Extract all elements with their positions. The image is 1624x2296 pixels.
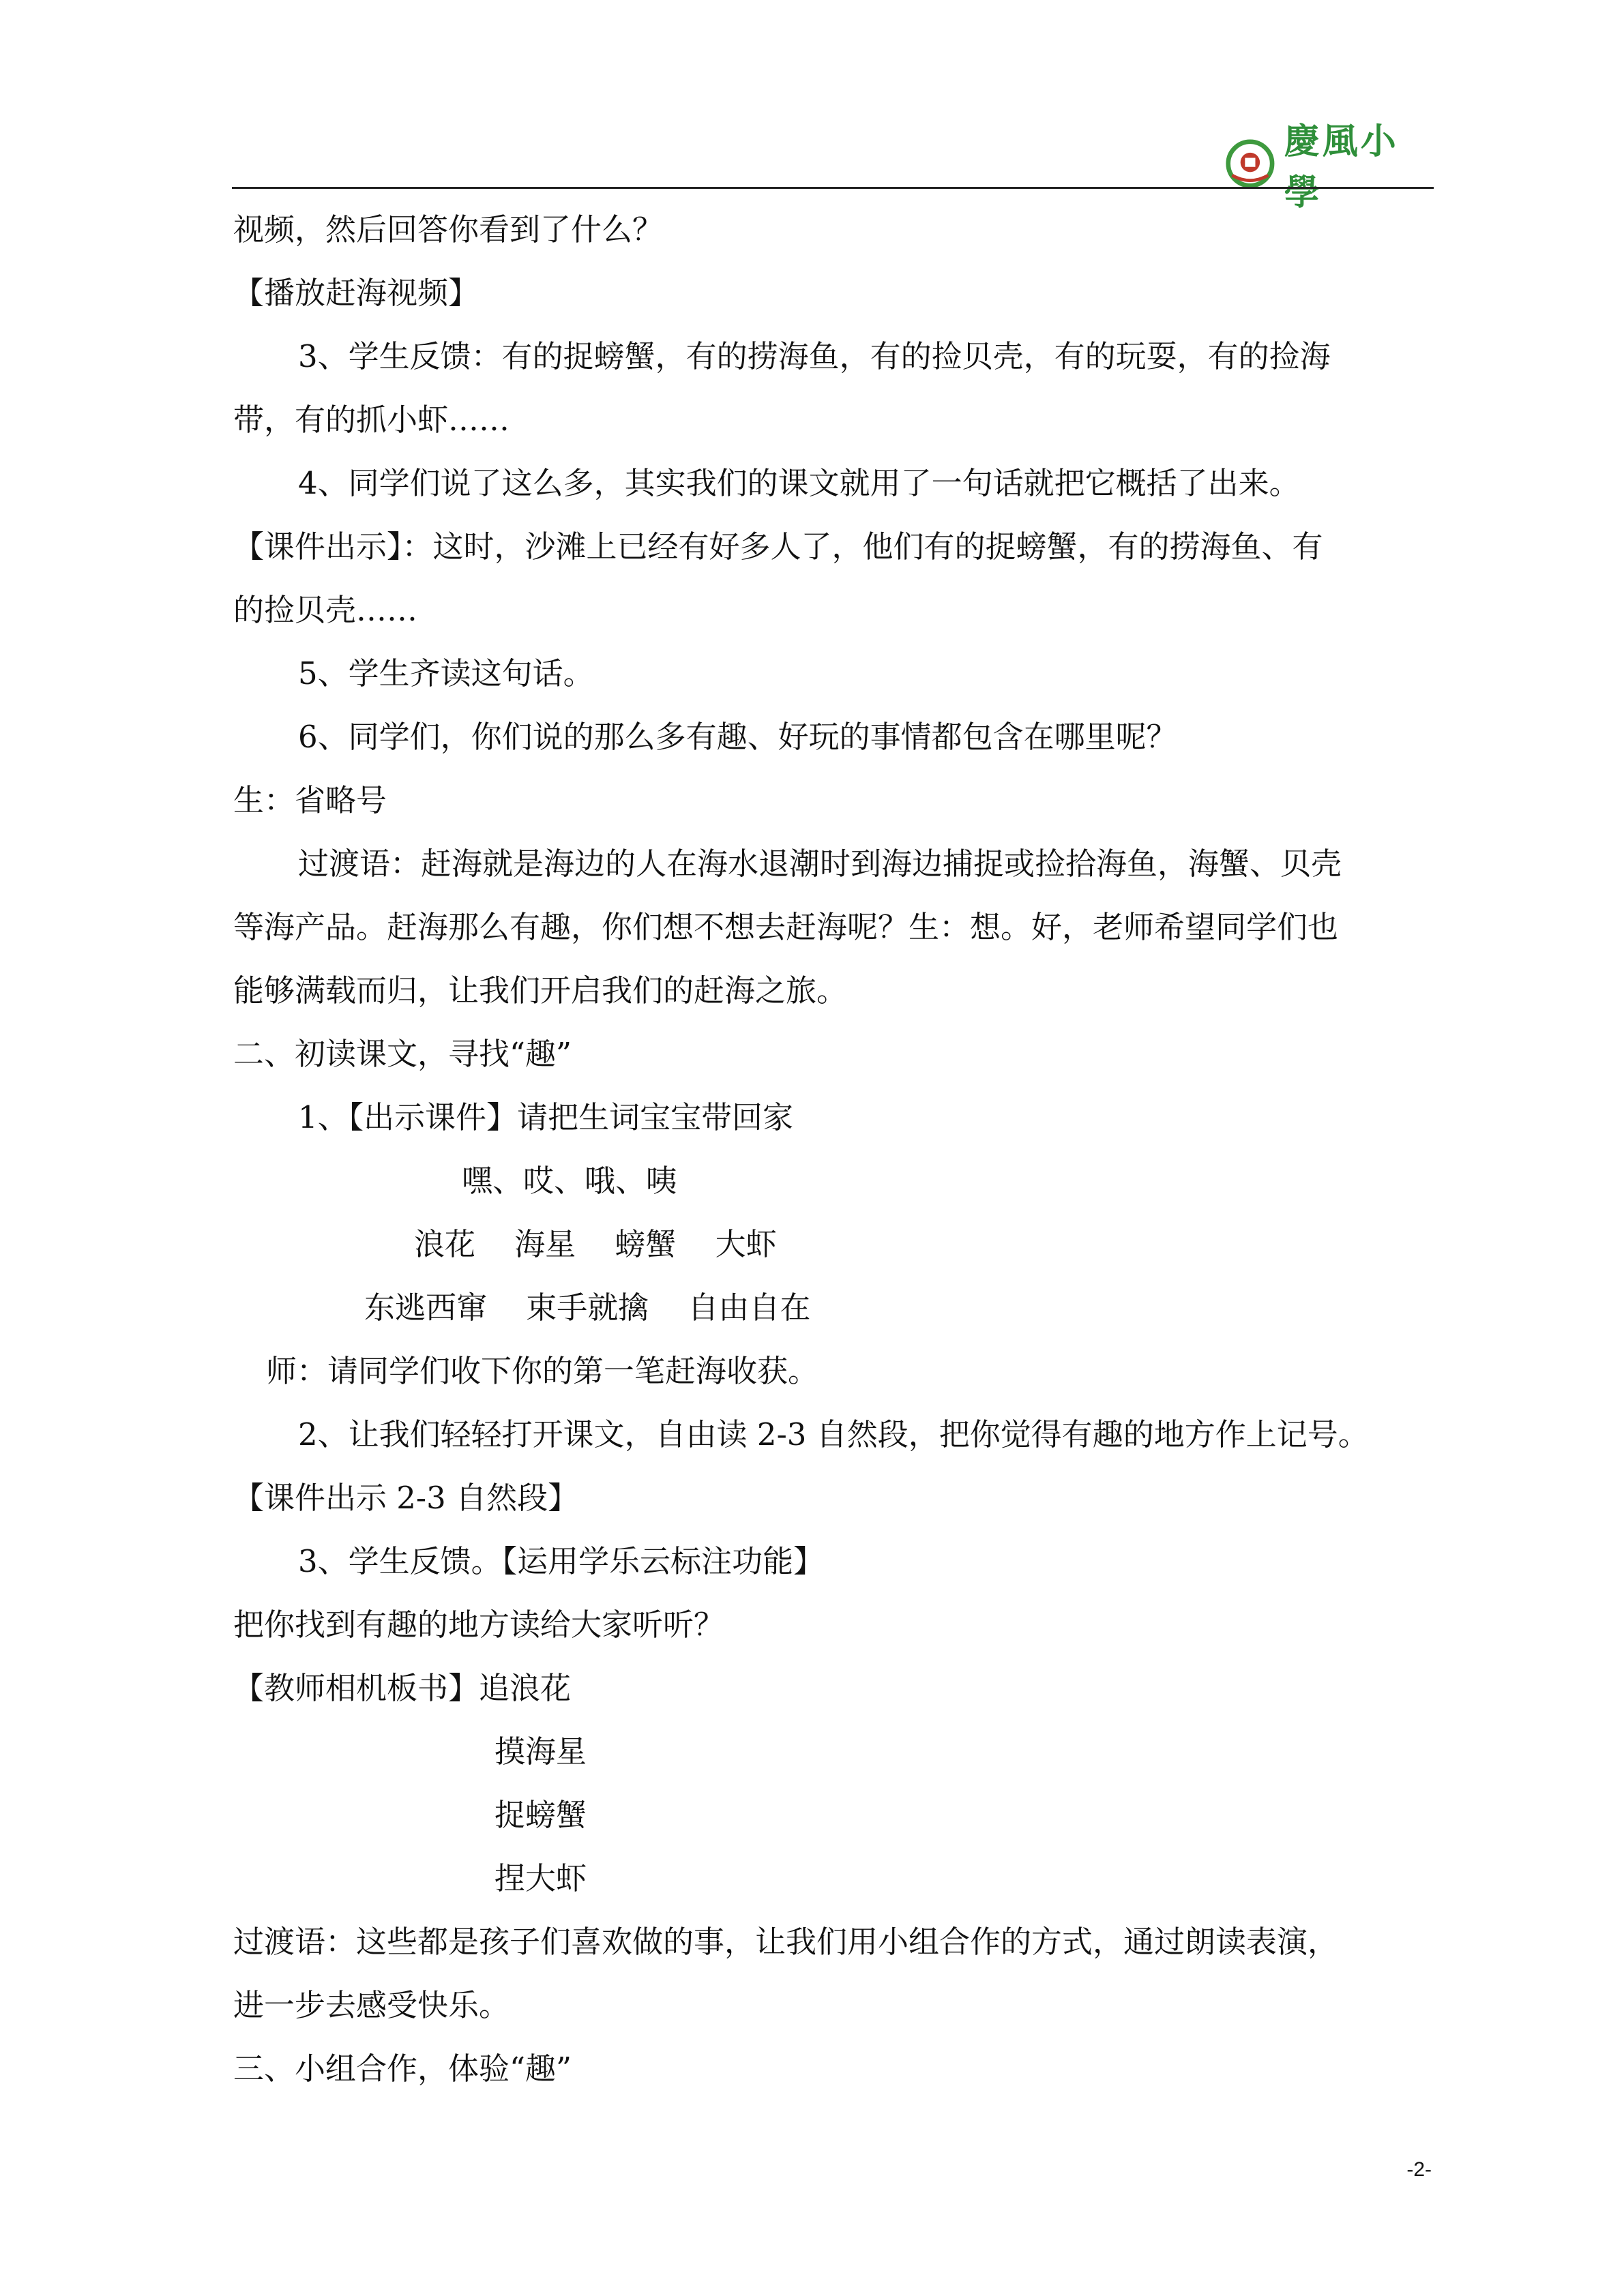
board-item: 摸海星 bbox=[494, 1733, 587, 1770]
text-line: 的捡贝壳…… bbox=[233, 592, 418, 628]
text-line: 生：省略号 bbox=[233, 782, 387, 818]
text-line: 6、同学们，你们说的那么多有趣、好玩的事情都包含在哪里呢？ bbox=[298, 719, 1177, 755]
school-logo bbox=[1224, 121, 1429, 213]
text-line: 3、学生反馈：有的捉螃蟹，有的捞海鱼，有的捡贝壳，有的玩耍，有的捡海 bbox=[298, 338, 1331, 374]
text-line: 【播放赶海视频】 bbox=[233, 275, 479, 311]
text-line: 【教师相机板书】追浪花 bbox=[233, 1670, 572, 1706]
section-heading: 二、初读课文，寻找“趣” bbox=[233, 1036, 572, 1072]
text-line: 1、【出示课件】请把生词宝宝带回家 bbox=[298, 1099, 794, 1135]
logo-text: 慶風小學 bbox=[1284, 121, 1399, 213]
vocab-line: 东逃西窜 束手就擒 自由自在 bbox=[364, 1289, 811, 1326]
section-heading: 三、小组合作，体验“趣” bbox=[233, 2051, 572, 2087]
text-line: 等海产品。赶海那么有趣，你们想不想去赶海呢？生：想。好，老师希望同学们也 bbox=[233, 909, 1339, 945]
page-number: -2- bbox=[1406, 2158, 1432, 2181]
text-line: 进一步去感受快乐。 bbox=[233, 1987, 510, 2023]
document-body bbox=[233, 198, 1434, 2100]
text-line: 带，有的抓小虾…… bbox=[233, 402, 510, 438]
board-item: 捉螃蟹 bbox=[494, 1797, 587, 1833]
text-line: 能够满载而归，让我们开启我们的赶海之旅。 bbox=[233, 972, 848, 1009]
text-line: 5、学生齐读这句话。 bbox=[298, 655, 594, 691]
text-line: 3、学生反馈。【运用学乐云标注功能】 bbox=[298, 1543, 825, 1579]
board-item: 捏大虾 bbox=[494, 1860, 587, 1896]
text-line: 过渡语：这些都是孩子们喜欢做的事，让我们用小组合作的方式，通过朗读表演， bbox=[233, 1924, 1339, 1960]
text-line: 【课件出示】：这时，沙滩上已经有好多人了，他们有的捉螃蟹，有的捞海鱼、有 bbox=[233, 528, 1323, 565]
text-line: 2、让我们轻轻打开课文，自由读 2-3 自然段，把你觉得有趣的地方作上记号。 bbox=[298, 1416, 1369, 1452]
text-line: 过渡语：赶海就是海边的人在海水退潮时到海边捕捉或捡拾海鱼，海蟹、贝壳 bbox=[298, 846, 1342, 882]
text-line: 视频，然后回答你看到了什么？ bbox=[233, 211, 664, 248]
school-emblem-icon bbox=[1224, 136, 1276, 191]
vocab-line: 嘿、哎、哦、咦 bbox=[462, 1163, 677, 1199]
text-line: 师：请同学们收下你的第一笔赶海收获。 bbox=[266, 1353, 819, 1389]
text-line: 把你找到有趣的地方读给大家听听？ bbox=[233, 1607, 725, 1643]
text-line: 【课件出示 2-3 自然段】 bbox=[233, 1480, 579, 1516]
header-rule bbox=[232, 187, 1434, 189]
vocab-line: 浪花 海星 螃蟹 大虾 bbox=[414, 1226, 777, 1262]
text-line: 4、同学们说了这么多，其实我们的课文就用了一句话就把它概括了出来。 bbox=[298, 465, 1300, 501]
